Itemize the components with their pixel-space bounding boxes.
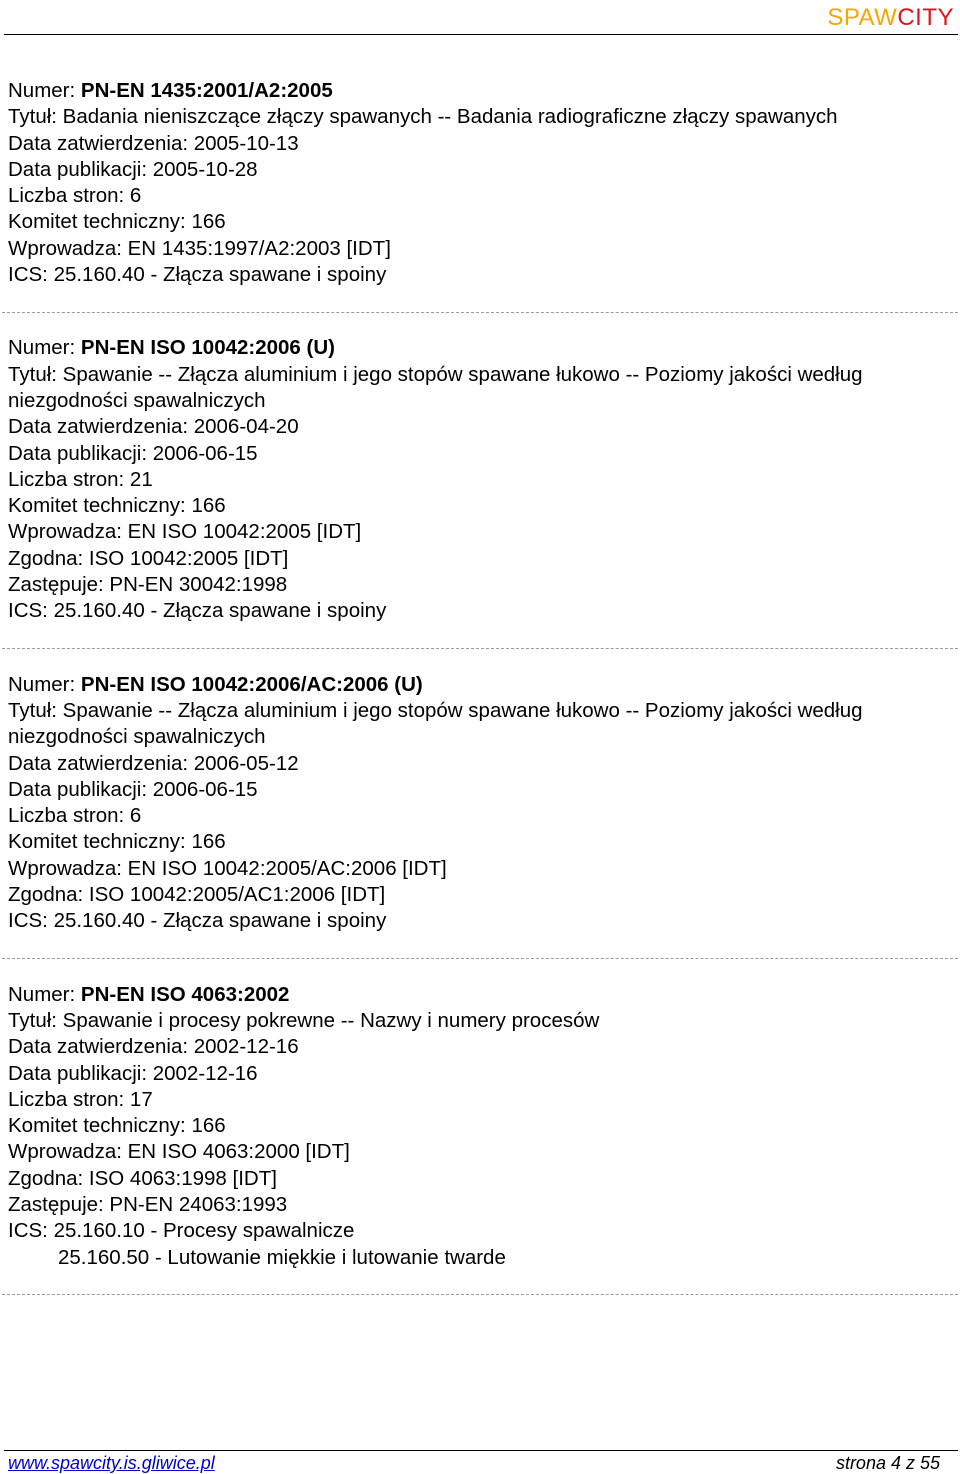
- entry-introduces: Wprowadza: EN ISO 4063:2000 [IDT]: [8, 1140, 350, 1164]
- entry-committee: Komitet techniczny: 166: [8, 830, 226, 854]
- entry-replaces: Zastępuje: PN-EN 24063:1993: [8, 1192, 288, 1216]
- entry-number: [8, 78, 958, 104]
- entry-separator: [2, 312, 958, 313]
- entry-title: Tytuł: Spawanie -- Złącza aluminium i jego stopów spawane łukowo -- Poziomy jakości według niezgodności spawalniczych: [8, 698, 863, 749]
- entry-publication-date: Data publikacji: 2006-06-15: [8, 441, 258, 465]
- entry-introduces: Wprowadza: EN ISO 10042:2005/AC:2006 [IDT]: [8, 856, 447, 880]
- entry-introduces: Wprowadza: EN 1435:1997/A2:2003 [IDT]: [8, 236, 391, 260]
- entry-separator: [2, 648, 958, 649]
- entry-number-label: Numer:: [8, 982, 81, 1006]
- entry-approval-date: Data zatwierdzenia: 2006-04-20: [8, 415, 299, 439]
- entry-number: [8, 672, 958, 698]
- entry-approval-date: Data zatwierdzenia: 2005-10-13: [8, 131, 299, 155]
- entry-title: Tytuł: Spawanie i procesy pokrewne -- Nazwy i numery procesów: [8, 1008, 600, 1032]
- entry-number: [8, 335, 958, 361]
- entry-committee: Komitet techniczny: 166: [8, 210, 226, 234]
- entry-title: Tytuł: Badania nieniszczące złączy spawanych -- Badania radiograficzne złączy spawanych: [8, 105, 838, 129]
- entry-introduces: Wprowadza: EN ISO 10042:2005 [IDT]: [8, 520, 362, 544]
- brand-logo-part1: SPAW: [827, 4, 898, 31]
- brand-logo-part2: CITY: [897, 4, 954, 31]
- entry-ics: ICS: 25.160.40 - Złącza spawane i spoiny: [8, 263, 387, 287]
- document-body: [8, 78, 958, 1295]
- entry-replaces: Zastępuje: PN-EN 30042:1998: [8, 573, 288, 597]
- entry-approval-date: Data zatwierdzenia: 2006-05-12: [8, 751, 299, 775]
- standard-entry: [8, 335, 958, 624]
- entry-separator: [2, 1294, 958, 1295]
- header-rule: [4, 34, 958, 35]
- entry-number-value: PN-EN ISO 4063:2002: [80, 982, 290, 1006]
- standard-entry: [8, 672, 958, 935]
- footer-website-link[interactable]: www.spawcity.is.gliwice.pl: [8, 1453, 215, 1473]
- brand-logo: [827, 4, 954, 32]
- entry-number-label: Numer:: [8, 79, 81, 102]
- entry-number-value: PN-EN ISO 10042:2006/AC:2006 (U): [80, 672, 423, 696]
- entry-page-count: Liczba stron: 21: [8, 467, 153, 491]
- entry-number: [8, 982, 958, 1008]
- standard-entry: [8, 982, 958, 1271]
- entry-ics: ICS: 25.160.40 - Złącza spawane i spoiny: [8, 599, 387, 623]
- entry-page-count: Liczba stron: 6: [8, 804, 142, 828]
- standard-entry: [8, 78, 958, 288]
- entry-ics-secondary: 25.160.50 - Lutowanie miękkie i lutowanie twarde: [58, 1245, 506, 1269]
- entry-publication-date: Data publikacji: 2005-10-28: [8, 157, 258, 181]
- entry-publication-date: Data publikacji: 2006-06-15: [8, 777, 258, 801]
- entry-number-value: PN-EN ISO 10042:2006 (U): [80, 336, 335, 360]
- entry-page-count: Liczba stron: 6: [8, 184, 142, 208]
- entry-compliant: Zgodna: ISO 10042:2005 [IDT]: [8, 546, 289, 570]
- entry-number-value: PN-EN 1435:2001/A2:2005: [80, 79, 333, 102]
- entry-separator: [2, 958, 958, 959]
- entry-committee: Komitet techniczny: 166: [8, 1114, 226, 1138]
- entry-number-label: Numer:: [8, 336, 81, 360]
- entry-title: Tytuł: Spawanie -- Złącza aluminium i jego stopów spawane łukowo -- Poziomy jakości według niezgodności spawalniczych: [8, 362, 863, 412]
- entry-compliant: Zgodna: ISO 4063:1998 [IDT]: [8, 1166, 277, 1190]
- entry-committee: Komitet techniczny: 166: [8, 494, 226, 518]
- entry-page-count: Liczba stron: 17: [8, 1087, 153, 1111]
- entry-number-label: Numer:: [8, 672, 81, 696]
- entry-publication-date: Data publikacji: 2002-12-16: [8, 1061, 258, 1085]
- entry-approval-date: Data zatwierdzenia: 2002-12-16: [8, 1035, 299, 1059]
- entry-ics: ICS: 25.160.10 - Procesy spawalnicze: [8, 1219, 355, 1243]
- footer-page-number: strona 4 z 55: [835, 1453, 940, 1473]
- entry-compliant: Zgodna: ISO 10042:2005/AC1:2006 [IDT]: [8, 883, 386, 907]
- entry-ics: ICS: 25.160.40 - Złącza spawane i spoiny: [8, 909, 387, 933]
- footer-rule: [4, 1450, 958, 1451]
